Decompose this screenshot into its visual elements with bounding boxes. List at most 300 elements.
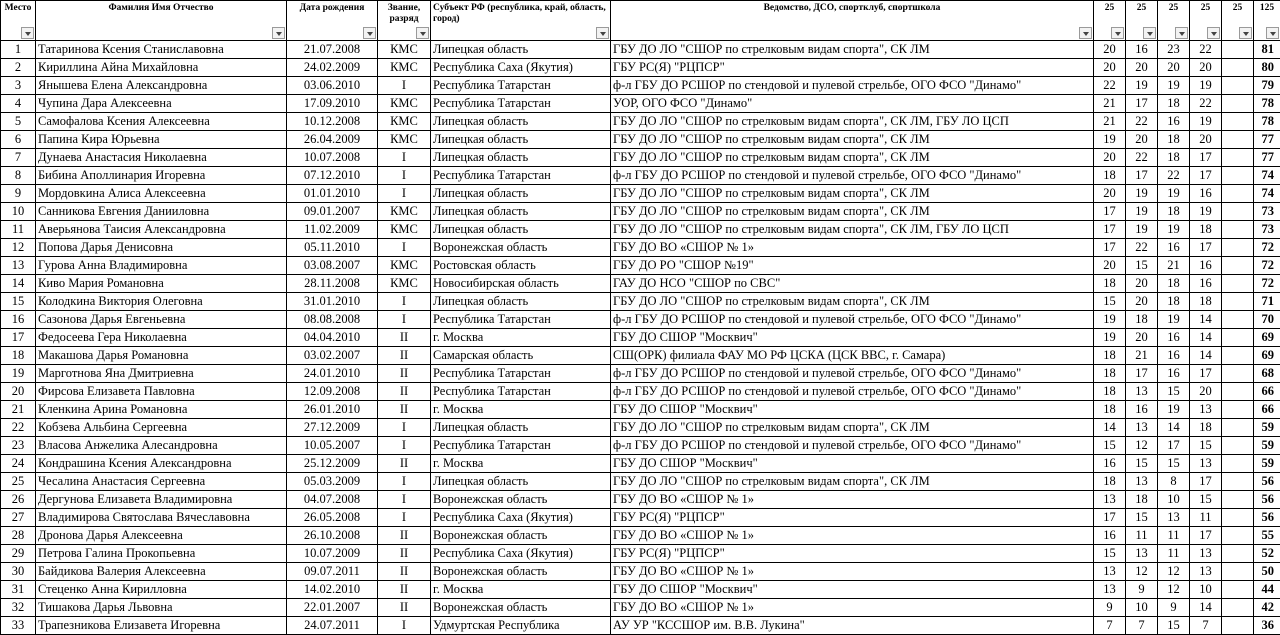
series-2-cell: 10: [1126, 599, 1158, 617]
series-5-cell: [1222, 527, 1254, 545]
organization-cell: ГБУ РС(Я) "РЦПСР": [611, 545, 1094, 563]
series-3-cell: 18: [1158, 203, 1190, 221]
rank-cell: КМС: [378, 257, 431, 275]
total-cell: 72: [1254, 275, 1280, 293]
rank-cell: I: [378, 617, 431, 635]
organization-cell: ГБУ ДО СШОР "Москвич": [611, 581, 1094, 599]
series-2-cell: 13: [1126, 545, 1158, 563]
series-4-cell: 18: [1190, 221, 1222, 239]
total-cell: 66: [1254, 383, 1280, 401]
name-cell: Дунаева Анастасия Николаевна: [36, 149, 287, 167]
series-4-cell: 13: [1190, 401, 1222, 419]
rank-cell: I: [378, 239, 431, 257]
region-cell: Самарская область: [431, 347, 611, 365]
name-cell: Фирсова Елизавета Павловна: [36, 383, 287, 401]
organization-cell: ГБУ ДО ЛО "СШОР по стрелковым видам спорта", СК ЛМ: [611, 419, 1094, 437]
header-org: Ведомство, ДСО, спортклуб, спортшкола: [611, 1, 1094, 41]
table-row: [1, 437, 1280, 455]
series-3-cell: 8: [1158, 473, 1190, 491]
series-1-cell: 18: [1094, 473, 1126, 491]
filter-dropdown-icon[interactable]: [1207, 27, 1220, 39]
series-2-cell: 7: [1126, 617, 1158, 635]
region-cell: Воронежская область: [431, 527, 611, 545]
series-4-cell: 14: [1190, 311, 1222, 329]
series-1-cell: 18: [1094, 275, 1126, 293]
name-cell: Мордовкина Алиса Алексеевна: [36, 185, 287, 203]
table-row: [1, 581, 1280, 599]
series-4-cell: 19: [1190, 77, 1222, 95]
filter-dropdown-icon[interactable]: [363, 27, 376, 39]
rank-cell: КМС: [378, 113, 431, 131]
header-birth: Дата рождения: [287, 1, 378, 41]
series-1-cell: 13: [1094, 563, 1126, 581]
place-cell: 16: [1, 311, 36, 329]
name-cell: Чесалина Анастасия Сергеевна: [36, 473, 287, 491]
rank-cell: II: [378, 545, 431, 563]
place-cell: 22: [1, 419, 36, 437]
place-cell: 8: [1, 167, 36, 185]
name-cell: Киво Мария Романовна: [36, 275, 287, 293]
organization-cell: УОР, ОГО ФСО "Динамо": [611, 95, 1094, 113]
organization-cell: ГБУ ДО СШОР "Москвич": [611, 329, 1094, 347]
series-3-cell: 11: [1158, 527, 1190, 545]
organization-cell: ф-л ГБУ ДО РСШОР по стендовой и пулевой стрельбе, ОГО ФСО "Динамо": [611, 437, 1094, 455]
birth-date-cell: 12.09.2008: [287, 383, 378, 401]
series-1-cell: 15: [1094, 293, 1126, 311]
name-cell: Бибина Аполлинария Игоревна: [36, 167, 287, 185]
series-1-cell: 19: [1094, 131, 1126, 149]
region-cell: г. Москва: [431, 329, 611, 347]
region-cell: г. Москва: [431, 401, 611, 419]
series-5-cell: [1222, 617, 1254, 635]
series-3-cell: 19: [1158, 221, 1190, 239]
place-cell: 11: [1, 221, 36, 239]
series-1-cell: 16: [1094, 527, 1126, 545]
series-5-cell: [1222, 239, 1254, 257]
birth-date-cell: 03.06.2010: [287, 77, 378, 95]
birth-date-cell: 11.02.2009: [287, 221, 378, 239]
total-cell: 68: [1254, 365, 1280, 383]
series-4-cell: 19: [1190, 113, 1222, 131]
place-cell: 12: [1, 239, 36, 257]
series-1-cell: 19: [1094, 329, 1126, 347]
series-3-cell: 20: [1158, 59, 1190, 77]
table-row: [1, 149, 1280, 167]
series-3-cell: 11: [1158, 545, 1190, 563]
birth-date-cell: 28.11.2008: [287, 275, 378, 293]
birth-date-cell: 10.05.2007: [287, 437, 378, 455]
region-cell: Республика Саха (Якутия): [431, 509, 611, 527]
region-cell: Липецкая область: [431, 203, 611, 221]
series-5-cell: [1222, 293, 1254, 311]
place-cell: 13: [1, 257, 36, 275]
organization-cell: ГБУ ДО ЛО "СШОР по стрелковым видам спорта", СК ЛМ: [611, 185, 1094, 203]
name-cell: Петрова Галина Прокопьевна: [36, 545, 287, 563]
name-cell: Самофалова Ксения Алексеевна: [36, 113, 287, 131]
header-region: Субъект РФ (республика, край, область, город): [431, 1, 611, 41]
header-series-3: 25: [1158, 1, 1190, 41]
total-cell: 59: [1254, 455, 1280, 473]
place-cell: 5: [1, 113, 36, 131]
total-cell: 77: [1254, 149, 1280, 167]
birth-date-cell: 26.05.2008: [287, 509, 378, 527]
series-1-cell: 19: [1094, 311, 1126, 329]
place-cell: 1: [1, 41, 36, 59]
total-cell: 74: [1254, 167, 1280, 185]
table-row: [1, 491, 1280, 509]
birth-date-cell: 10.07.2008: [287, 149, 378, 167]
total-cell: 42: [1254, 599, 1280, 617]
filter-dropdown-icon[interactable]: [1143, 27, 1156, 39]
filter-dropdown-icon[interactable]: [596, 27, 609, 39]
total-cell: 78: [1254, 113, 1280, 131]
series-5-cell: [1222, 113, 1254, 131]
birth-date-cell: 05.03.2009: [287, 473, 378, 491]
table-row: [1, 113, 1280, 131]
table-row: [1, 167, 1280, 185]
series-4-cell: 14: [1190, 329, 1222, 347]
series-3-cell: 23: [1158, 41, 1190, 59]
total-cell: 81: [1254, 41, 1280, 59]
filter-dropdown-icon[interactable]: [21, 27, 34, 39]
organization-cell: ГБУ ДО ВО «СШОР № 1»: [611, 527, 1094, 545]
region-cell: Воронежская область: [431, 599, 611, 617]
region-cell: Липецкая область: [431, 149, 611, 167]
organization-cell: ГБУ ДО ЛО "СШОР по стрелковым видам спорта", СК ЛМ: [611, 149, 1094, 167]
total-cell: 70: [1254, 311, 1280, 329]
organization-cell: ГАУ ДО НСО "СШОР по СВС": [611, 275, 1094, 293]
place-cell: 6: [1, 131, 36, 149]
results-body: [1, 41, 1280, 635]
series-1-cell: 20: [1094, 257, 1126, 275]
header-name: Фамилия Имя Отчество: [36, 1, 287, 41]
series-3-cell: 9: [1158, 599, 1190, 617]
series-4-cell: 7: [1190, 617, 1222, 635]
total-cell: 74: [1254, 185, 1280, 203]
region-cell: Республика Татарстан: [431, 77, 611, 95]
name-cell: Колодкина Виктория Олеговна: [36, 293, 287, 311]
birth-date-cell: 22.01.2007: [287, 599, 378, 617]
name-cell: Дергунова Елизавета Владимировна: [36, 491, 287, 509]
region-cell: Ростовская область: [431, 257, 611, 275]
series-2-cell: 22: [1126, 113, 1158, 131]
region-cell: Липецкая область: [431, 419, 611, 437]
birth-date-cell: 08.08.2008: [287, 311, 378, 329]
series-4-cell: 13: [1190, 455, 1222, 473]
header-place: Место: [1, 1, 36, 41]
name-cell: Янышева Елена Александровна: [36, 77, 287, 95]
total-cell: 77: [1254, 131, 1280, 149]
series-5-cell: [1222, 185, 1254, 203]
series-3-cell: 10: [1158, 491, 1190, 509]
series-2-cell: 22: [1126, 239, 1158, 257]
name-cell: Кондрашина Ксения Александровна: [36, 455, 287, 473]
series-3-cell: 19: [1158, 311, 1190, 329]
total-cell: 52: [1254, 545, 1280, 563]
filter-dropdown-icon[interactable]: [1266, 27, 1279, 39]
birth-date-cell: 10.07.2009: [287, 545, 378, 563]
series-4-cell: 16: [1190, 257, 1222, 275]
region-cell: Республика Татарстан: [431, 383, 611, 401]
series-4-cell: 15: [1190, 491, 1222, 509]
series-5-cell: [1222, 509, 1254, 527]
series-5-cell: [1222, 401, 1254, 419]
series-2-cell: 19: [1126, 221, 1158, 239]
series-3-cell: 16: [1158, 239, 1190, 257]
name-cell: Попова Дарья Денисовна: [36, 239, 287, 257]
organization-cell: ГБУ ДО ЛО "СШОР по стрелковым видам спорта", СК ЛМ: [611, 473, 1094, 491]
series-3-cell: 15: [1158, 455, 1190, 473]
total-cell: 78: [1254, 95, 1280, 113]
table-row: [1, 221, 1280, 239]
table-row: [1, 365, 1280, 383]
header-row: [1, 1, 1280, 41]
rank-cell: II: [378, 527, 431, 545]
birth-date-cell: 07.12.2010: [287, 167, 378, 185]
region-cell: Липецкая область: [431, 473, 611, 491]
rank-cell: I: [378, 473, 431, 491]
series-1-cell: 17: [1094, 239, 1126, 257]
table-row: [1, 455, 1280, 473]
total-cell: 72: [1254, 257, 1280, 275]
series-2-cell: 15: [1126, 509, 1158, 527]
series-5-cell: [1222, 203, 1254, 221]
series-2-cell: 20: [1126, 329, 1158, 347]
place-cell: 20: [1, 383, 36, 401]
organization-cell: ГБУ ДО СШОР "Москвич": [611, 455, 1094, 473]
table-row: [1, 59, 1280, 77]
region-cell: Воронежская область: [431, 239, 611, 257]
header-rank: Звание, разряд: [378, 1, 431, 41]
rank-cell: I: [378, 509, 431, 527]
organization-cell: ГБУ ДО ЛО "СШОР по стрелковым видам спорта", СК ЛМ: [611, 203, 1094, 221]
birth-date-cell: 04.04.2010: [287, 329, 378, 347]
place-cell: 10: [1, 203, 36, 221]
table-row: [1, 311, 1280, 329]
series-1-cell: 9: [1094, 599, 1126, 617]
table-row: [1, 527, 1280, 545]
name-cell: Владимирова Святослава Вячеславовна: [36, 509, 287, 527]
series-5-cell: [1222, 581, 1254, 599]
place-cell: 33: [1, 617, 36, 635]
total-cell: 56: [1254, 491, 1280, 509]
rank-cell: КМС: [378, 221, 431, 239]
series-5-cell: [1222, 311, 1254, 329]
series-2-cell: 15: [1126, 257, 1158, 275]
birth-date-cell: 24.02.2009: [287, 59, 378, 77]
name-cell: Аверьянова Таисия Александровна: [36, 221, 287, 239]
rank-cell: II: [378, 599, 431, 617]
rank-cell: II: [378, 455, 431, 473]
place-cell: 14: [1, 275, 36, 293]
region-cell: Республика Татарстан: [431, 167, 611, 185]
series-2-cell: 20: [1126, 59, 1158, 77]
birth-date-cell: 10.12.2008: [287, 113, 378, 131]
series-4-cell: 13: [1190, 545, 1222, 563]
filter-dropdown-icon[interactable]: [1239, 27, 1252, 39]
birth-date-cell: 14.02.2010: [287, 581, 378, 599]
series-3-cell: 18: [1158, 293, 1190, 311]
series-4-cell: 18: [1190, 293, 1222, 311]
series-1-cell: 21: [1094, 113, 1126, 131]
series-3-cell: 18: [1158, 131, 1190, 149]
series-1-cell: 20: [1094, 185, 1126, 203]
filter-dropdown-icon[interactable]: [1079, 27, 1092, 39]
header-series-5: 25: [1222, 1, 1254, 41]
rank-cell: II: [378, 563, 431, 581]
series-2-cell: 13: [1126, 419, 1158, 437]
total-cell: 36: [1254, 617, 1280, 635]
birth-date-cell: 03.02.2007: [287, 347, 378, 365]
rank-cell: КМС: [378, 203, 431, 221]
series-3-cell: 18: [1158, 95, 1190, 113]
region-cell: Липецкая область: [431, 293, 611, 311]
series-4-cell: 11: [1190, 509, 1222, 527]
total-cell: 66: [1254, 401, 1280, 419]
birth-date-cell: 24.01.2010: [287, 365, 378, 383]
place-cell: 15: [1, 293, 36, 311]
place-cell: 4: [1, 95, 36, 113]
series-5-cell: [1222, 59, 1254, 77]
organization-cell: ГБУ РС(Я) "РЦПСР": [611, 509, 1094, 527]
series-5-cell: [1222, 419, 1254, 437]
total-cell: 73: [1254, 203, 1280, 221]
total-cell: 56: [1254, 509, 1280, 527]
organization-cell: АУ УР "КССШОР им. В.В. Лукина": [611, 617, 1094, 635]
series-2-cell: 16: [1126, 41, 1158, 59]
series-2-cell: 22: [1126, 149, 1158, 167]
series-4-cell: 16: [1190, 185, 1222, 203]
region-cell: г. Москва: [431, 455, 611, 473]
series-3-cell: 22: [1158, 167, 1190, 185]
rank-cell: I: [378, 77, 431, 95]
series-3-cell: 12: [1158, 581, 1190, 599]
table-row: [1, 203, 1280, 221]
rank-cell: II: [378, 347, 431, 365]
table-row: [1, 419, 1280, 437]
series-4-cell: 15: [1190, 437, 1222, 455]
series-4-cell: 14: [1190, 599, 1222, 617]
birth-date-cell: 25.12.2009: [287, 455, 378, 473]
name-cell: Кобзева Альбина Сергеевна: [36, 419, 287, 437]
series-4-cell: 17: [1190, 149, 1222, 167]
series-2-cell: 17: [1126, 365, 1158, 383]
series-4-cell: 13: [1190, 563, 1222, 581]
organization-cell: ГБУ ДО РО "СШОР №19": [611, 257, 1094, 275]
rank-cell: II: [378, 401, 431, 419]
series-3-cell: 17: [1158, 437, 1190, 455]
organization-cell: ГБУ ДО ЛО "СШОР по стрелковым видам спорта", СК ЛМ, ГБУ ЛО ЦСП: [611, 113, 1094, 131]
table-row: [1, 509, 1280, 527]
region-cell: Республика Татарстан: [431, 311, 611, 329]
series-5-cell: [1222, 329, 1254, 347]
series-5-cell: [1222, 491, 1254, 509]
header-series-1: 25: [1094, 1, 1126, 41]
name-cell: Стеценко Анна Кирилловна: [36, 581, 287, 599]
series-2-cell: 12: [1126, 563, 1158, 581]
series-2-cell: 12: [1126, 437, 1158, 455]
series-2-cell: 11: [1126, 527, 1158, 545]
birth-date-cell: 09.07.2011: [287, 563, 378, 581]
region-cell: Республика Татарстан: [431, 95, 611, 113]
region-cell: г. Москва: [431, 581, 611, 599]
series-1-cell: 18: [1094, 383, 1126, 401]
filter-dropdown-icon[interactable]: [1175, 27, 1188, 39]
series-5-cell: [1222, 149, 1254, 167]
rank-cell: II: [378, 365, 431, 383]
total-cell: 56: [1254, 473, 1280, 491]
name-cell: Федосеева Гера Николаевна: [36, 329, 287, 347]
series-3-cell: 16: [1158, 113, 1190, 131]
series-1-cell: 17: [1094, 203, 1126, 221]
table-row: [1, 293, 1280, 311]
table-row: [1, 563, 1280, 581]
series-3-cell: 13: [1158, 509, 1190, 527]
series-3-cell: 19: [1158, 77, 1190, 95]
series-2-cell: 20: [1126, 131, 1158, 149]
series-4-cell: 17: [1190, 239, 1222, 257]
table-row: [1, 275, 1280, 293]
series-5-cell: [1222, 365, 1254, 383]
birth-date-cell: 03.08.2007: [287, 257, 378, 275]
rank-cell: I: [378, 167, 431, 185]
filter-dropdown-icon[interactable]: [1111, 27, 1124, 39]
series-5-cell: [1222, 167, 1254, 185]
place-cell: 23: [1, 437, 36, 455]
series-2-cell: 16: [1126, 401, 1158, 419]
place-cell: 30: [1, 563, 36, 581]
rank-cell: II: [378, 383, 431, 401]
series-1-cell: 20: [1094, 59, 1126, 77]
series-1-cell: 13: [1094, 491, 1126, 509]
name-cell: Санникова Евгения Данииловна: [36, 203, 287, 221]
region-cell: Липецкая область: [431, 131, 611, 149]
filter-dropdown-icon[interactable]: [272, 27, 285, 39]
organization-cell: ГБУ ДО ВО «СШОР № 1»: [611, 599, 1094, 617]
place-cell: 21: [1, 401, 36, 419]
birth-date-cell: 31.01.2010: [287, 293, 378, 311]
place-cell: 19: [1, 365, 36, 383]
filter-dropdown-icon[interactable]: [416, 27, 429, 39]
region-cell: Республика Саха (Якутия): [431, 59, 611, 77]
series-4-cell: 19: [1190, 203, 1222, 221]
table-row: [1, 185, 1280, 203]
series-4-cell: 22: [1190, 95, 1222, 113]
organization-cell: ГБУ РС(Я) "РЦПСР": [611, 59, 1094, 77]
birth-date-cell: 26.10.2008: [287, 527, 378, 545]
series-5-cell: [1222, 347, 1254, 365]
series-1-cell: 13: [1094, 581, 1126, 599]
organization-cell: ГБУ ДО ВО «СШОР № 1»: [611, 239, 1094, 257]
series-2-cell: 13: [1126, 473, 1158, 491]
series-1-cell: 7: [1094, 617, 1126, 635]
place-cell: 24: [1, 455, 36, 473]
series-4-cell: 20: [1190, 131, 1222, 149]
series-4-cell: 10: [1190, 581, 1222, 599]
rank-cell: II: [378, 329, 431, 347]
series-5-cell: [1222, 257, 1254, 275]
total-cell: 73: [1254, 221, 1280, 239]
organization-cell: ГБУ ДО СШОР "Москвич": [611, 401, 1094, 419]
series-5-cell: [1222, 455, 1254, 473]
series-5-cell: [1222, 545, 1254, 563]
series-2-cell: 9: [1126, 581, 1158, 599]
series-3-cell: 21: [1158, 257, 1190, 275]
rank-cell: I: [378, 293, 431, 311]
series-3-cell: 15: [1158, 617, 1190, 635]
name-cell: Трапезникова Елизавета Игоревна: [36, 617, 287, 635]
rank-cell: I: [378, 149, 431, 167]
